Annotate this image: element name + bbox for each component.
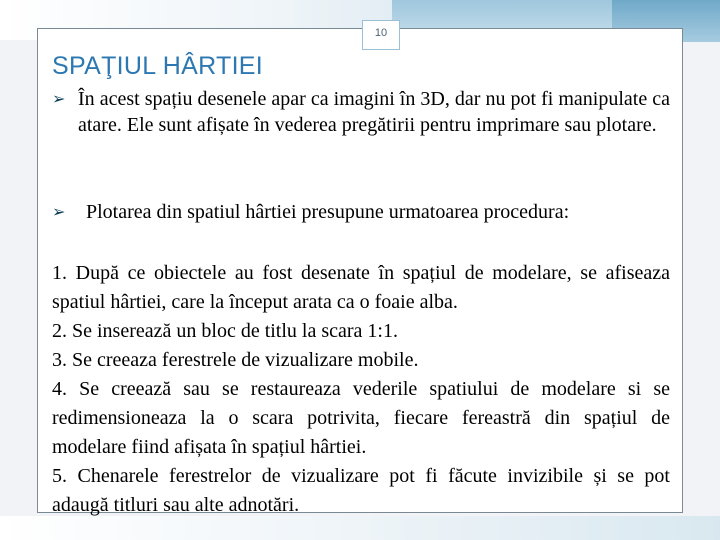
arrow-bullet-icon: ➢ (52, 89, 66, 108)
bullet-item (52, 199, 670, 229)
slide-title: SPAŢIUL HÂRTIEI (52, 52, 264, 80)
procedure-step: 2. Se inserează un bloc de titlu la scara 1:1. (52, 320, 398, 342)
slide-number: 10 (362, 20, 400, 50)
procedure-step: 4. Se creează sau se restaureaza vederile spatiului de modelare si se redimensioneaza la o scara potrivita, fiecare fereastră din spațiul de modelare fiind afișata în spațiul hârtiei. (52, 378, 670, 458)
bullet-text: Plotarea din spatiul hârtiei presupune urmatoarea procedura: (86, 201, 570, 223)
bullet-text: În acest spațiu desenele apar ca imagini în 3D, dar nu pot fi manipulate ca atare. Ele sunt afișate în vederea pregătirii pentru imprimare sau plotare. (78, 88, 670, 136)
procedure-steps (52, 259, 670, 520)
procedure-step: 1. După ce obiectele au fost desenate în spațiul de modelare, se afiseaza spatiul hârtiei, care la început arata ca o foaie alba. (52, 262, 670, 313)
bullet-item (52, 86, 670, 166)
arrow-bullet-icon: ➢ (52, 202, 66, 221)
procedure-step: 5. Chenarele ferestrelor de vizualizare pot fi făcute invizibile și se pot adaugă titluri sau alte adnotări. (52, 465, 670, 516)
procedure-step: 3. Se creeaza ferestrele de vizualizare mobile. (52, 349, 419, 371)
